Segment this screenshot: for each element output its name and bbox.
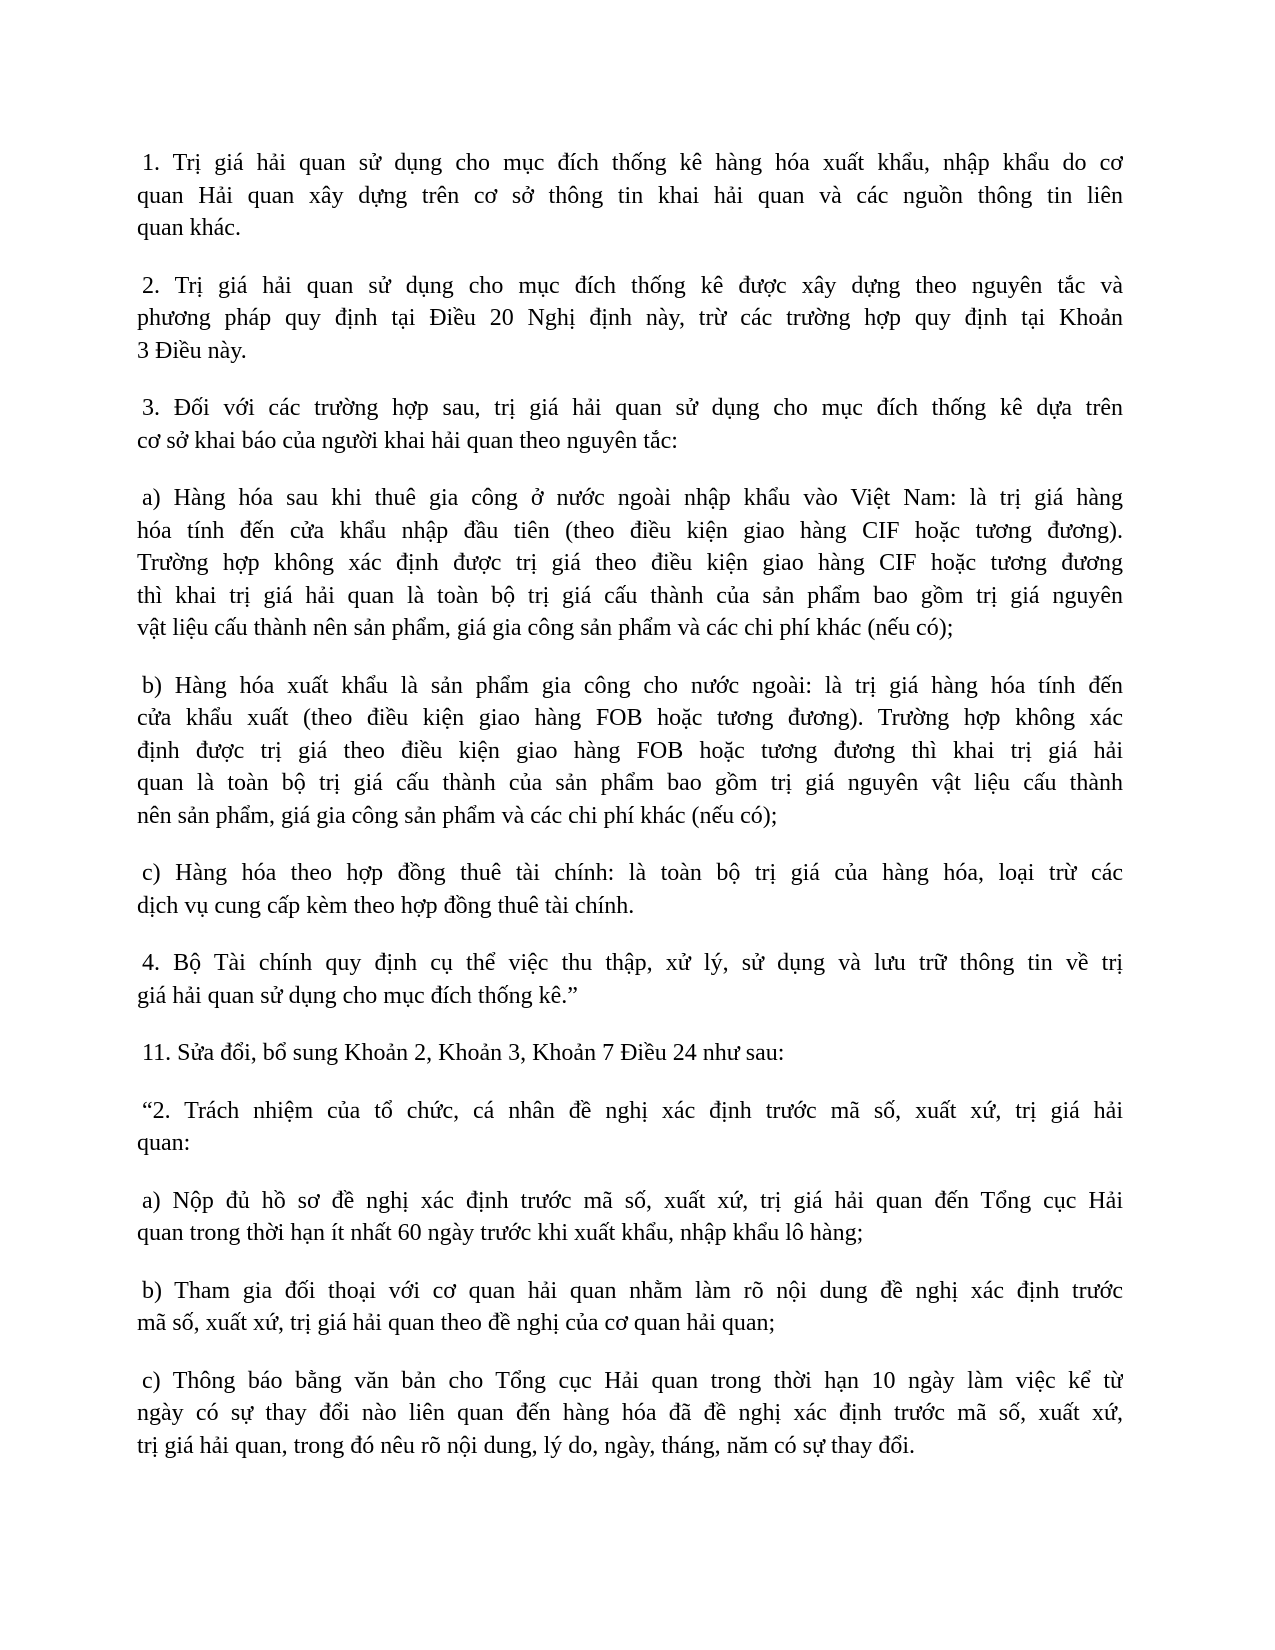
text-line: a) Hàng hóa sau khi thuê gia công ở nước ngoài nhập khẩu vào Việt Nam: là trị giá hàng — [142, 485, 1123, 511]
text-line: quan: — [137, 1130, 191, 1156]
text-line: phương pháp quy định tại Điều 20 Nghị định này, trừ các trường hợp quy định tại Khoản — [137, 305, 1123, 331]
text-line: cơ sở khai báo của người khai hải quan theo nguyên tắc: — [137, 427, 678, 454]
text-line: cửa khẩu xuất (theo điều kiện giao hàng FOB hoặc tương đương). Trường hợp không xác — [137, 705, 1123, 731]
text-line: 11. Sửa đổi, bổ sung Khoản 2, Khoản 3, Khoản 7 Điều 24 như sau: — [142, 1040, 785, 1066]
paragraph — [137, 1185, 1123, 1250]
text-line: trị giá hải quan, trong đó nêu rõ nội dung, lý do, ngày, tháng, năm có sự thay đổi. — [137, 1432, 915, 1459]
text-line: hóa tính đến cửa khẩu nhập đầu tiên (theo điều kiện giao hàng CIF hoặc tương đương). — [137, 517, 1123, 544]
text-line: Trường hợp không xác định được trị giá theo điều kiện giao hàng CIF hoặc tương đương — [137, 550, 1123, 576]
text-line: c) Hàng hóa theo hợp đồng thuê tài chính: là toàn bộ trị giá của hàng hóa, loại trừ các — [142, 860, 1123, 886]
document-text-block — [137, 147, 1123, 1462]
text-line: quan là toàn bộ trị giá cấu thành của sản phẩm bao gồm trị giá nguyên vật liệu cấu thành — [137, 770, 1123, 796]
paragraph — [137, 1095, 1123, 1160]
text-line: dịch vụ cung cấp kèm theo hợp đồng thuê tài chính. — [137, 892, 635, 919]
text-line: định được trị giá theo điều kiện giao hàng FOB hoặc tương đương thì khai trị giá hải — [137, 737, 1123, 764]
text-line: nên sản phẩm, giá gia công sản phẩm và các chi phí khác (nếu có); — [137, 802, 778, 829]
paragraph — [137, 670, 1123, 833]
text-line: mã số, xuất xứ, trị giá hải quan theo đề nghị của cơ quan hải quan; — [137, 1310, 776, 1336]
text-line: c) Thông báo bằng văn bản cho Tổng cục Hải quan trong thời hạn 10 ngày làm việc kể từ — [142, 1367, 1123, 1394]
paragraph — [137, 392, 1123, 457]
paragraph — [137, 1365, 1123, 1463]
paragraph — [137, 147, 1123, 245]
text-line: b) Tham gia đối thoại với cơ quan hải quan nhằm làm rõ nội dung đề nghị xác định trước — [142, 1277, 1123, 1304]
text-line: b) Hàng hóa xuất khẩu là sản phẩm gia công cho nước ngoài: là trị giá hàng hóa tính đến — [142, 672, 1123, 699]
text-line: 2. Trị giá hải quan sử dụng cho mục đích thống kê được xây dựng theo nguyên tắc và — [142, 272, 1123, 299]
text-line: 3 Điều này. — [137, 337, 247, 364]
text-line: giá hải quan sử dụng cho mục đích thống kê.” — [137, 982, 578, 1009]
text-line: ngày có sự thay đổi nào liên quan đến hàng hóa đã đề nghị xác định trước mã số, xuất xứ, — [137, 1400, 1123, 1426]
paragraph — [137, 270, 1123, 368]
paragraph — [137, 1037, 1123, 1070]
paragraph — [137, 482, 1123, 645]
text-line: thì khai trị giá hải quan là toàn bộ trị giá cấu thành của sản phẩm bao gồm trị giá nguyên — [137, 582, 1123, 609]
text-line: 4. Bộ Tài chính quy định cụ thể việc thu thập, xử lý, sử dụng và lưu trữ thông tin về trị — [142, 950, 1123, 976]
text-line: vật liệu cấu thành nên sản phẩm, giá gia công sản phẩm và các chi phí khác (nếu có); — [137, 615, 954, 641]
text-line: 3. Đối với các trường hợp sau, trị giá hải quan sử dụng cho mục đích thống kê dựa trên — [142, 395, 1123, 421]
paragraph — [137, 1275, 1123, 1340]
text-line: quan Hải quan xây dựng trên cơ sở thông tin khai hải quan và các nguồn thông tin liên — [137, 182, 1123, 209]
text-line: quan khác. — [137, 215, 241, 241]
text-line: “2. Trách nhiệm của tổ chức, cá nhân đề nghị xác định trước mã số, xuất xứ, trị giá hải — [142, 1097, 1123, 1124]
paragraph — [137, 857, 1123, 922]
paragraph — [137, 947, 1123, 1012]
text-line: 1. Trị giá hải quan sử dụng cho mục đích thống kê hàng hóa xuất khẩu, nhập khẩu do cơ — [142, 150, 1123, 176]
text-line: quan trong thời hạn ít nhất 60 ngày trước khi xuất khẩu, nhập khẩu lô hàng; — [137, 1220, 864, 1246]
text-line: a) Nộp đủ hồ sơ đề nghị xác định trước mã số, xuất xứ, trị giá hải quan đến Tổng cục Hải — [142, 1187, 1123, 1214]
